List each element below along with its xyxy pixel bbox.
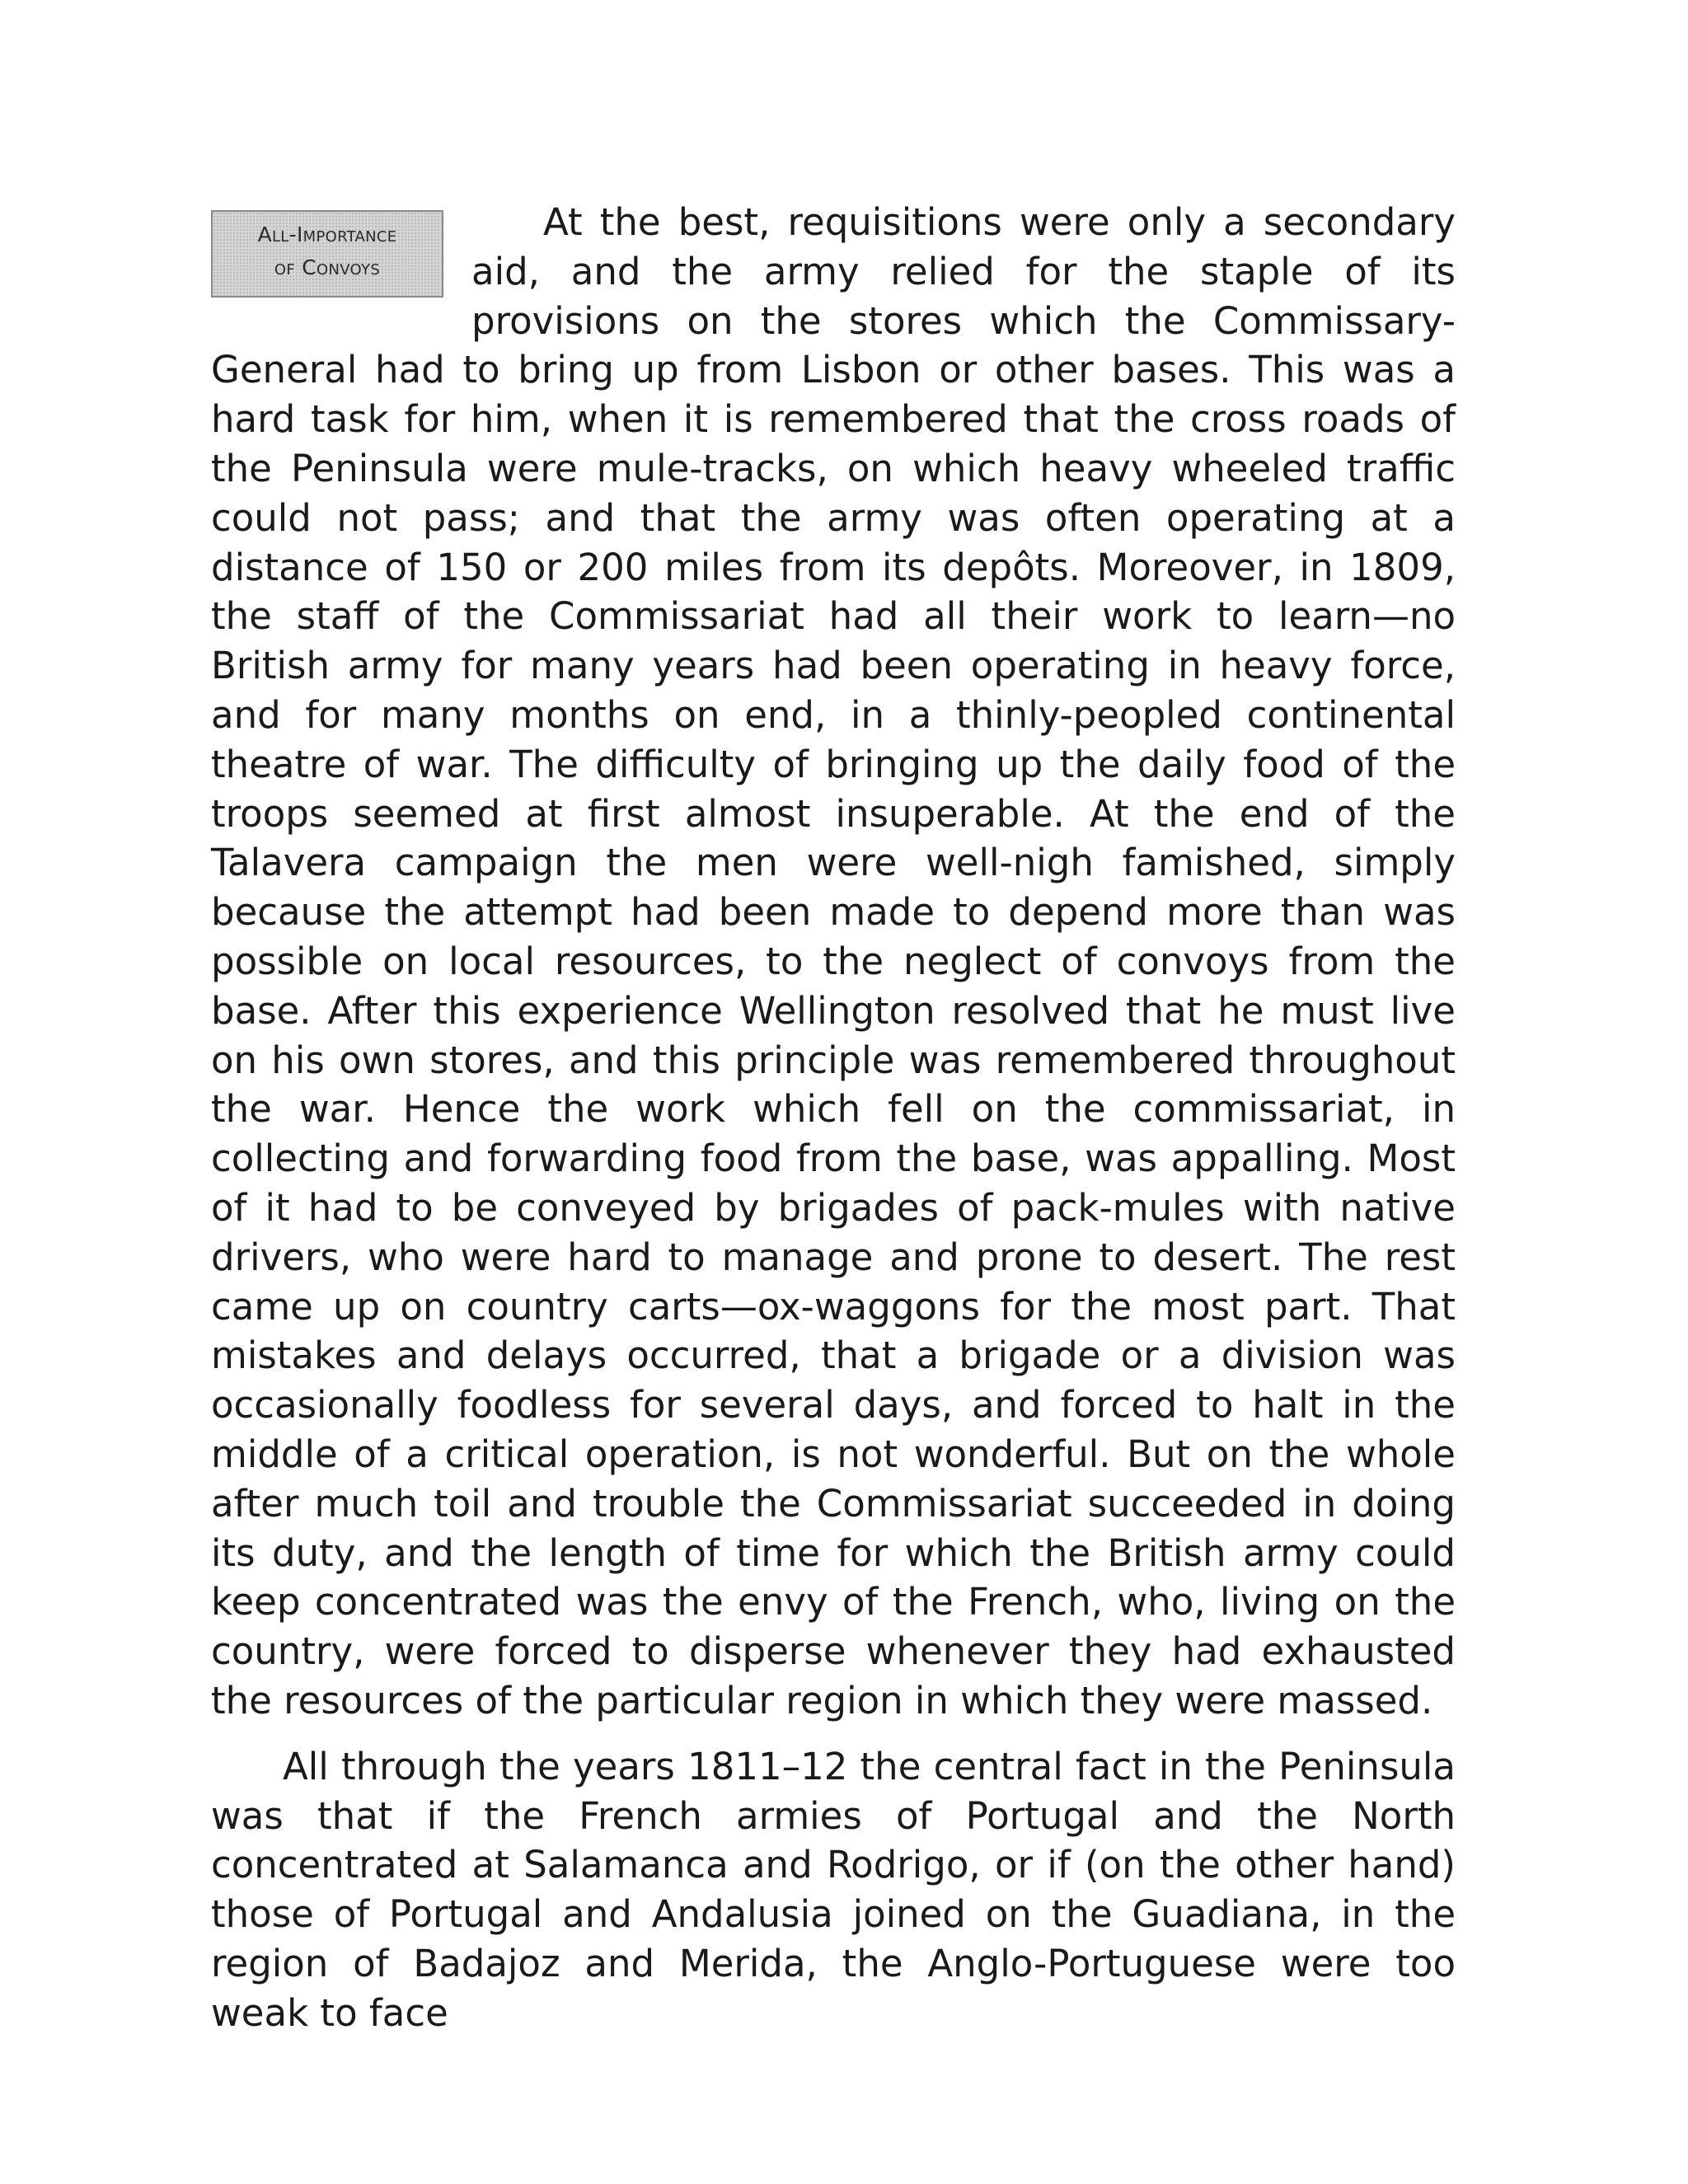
sidenote-line-2: of Convoys [274, 255, 381, 279]
margin-sidenote [211, 210, 443, 298]
paragraph-2: All through the years 1811–12 the central fact in the Peninsula was that if the French armies of Portugal and the North concentrated at Salamanca and Rodrigo, or if (on the other hand) those of Portugal and Andalusia joined on the Guadiana, in the region of Badajoz and Merida, the Anglo-Portuguese were too weak to face [211, 1744, 1456, 2035]
paragraph-1: At the best, requisitions were only a secondary aid, and the army relied for the staple of its provisions on the stores which the Commissary-General had to bring up from Lisbon or other bases. This was a hard task for him, when it is remembered that the cross roads of the Peninsula were mule-tracks, on which heavy wheeled traffic could not pass; and that the army was often operating at a distance of 150 or 200 miles from its depôts. Moreover, in 1809, the staff of the Commissariat had all their work to learn—no British army for many years had been operating in heavy force, and for many months on end, in a thinly-peopled continental theatre of war. The difficulty of bringing up the daily food of the troops seemed at first almost insuperable. At the end of the Talavera campaign the men were well-nigh famished, simply because the attempt had been made to depend more than was possible on local resources, to the neglect of convoys from the base. After this experience Wellington resolved that he must live on his own stores, and this principle was remembered throughout the war. Hence the work which fell on the commissariat, in collecting and forwarding food from the base, was appalling. Most of it had to be conveyed by brigades of pack-mules with native drivers, who were hard to manage and prone to desert. The rest came up on country carts—ox-waggons for the most part. That mistakes and delays occurred, that a brigade or a division was occasionally foodless for several days, and forced to halt in the middle of a critical operation, is not wonderful. But on the whole after much toil and trouble the Commissariat succeeded in doing its duty, and the length of time for which the British army could keep concentrated was the envy of the French, who, living on the country, were forced to disperse whenever they had exhausted the resources of the particular region in which they were massed. [211, 200, 1456, 1722]
page-body [211, 198, 1456, 2037]
sidenote-line-1: All-Importance [257, 223, 397, 246]
